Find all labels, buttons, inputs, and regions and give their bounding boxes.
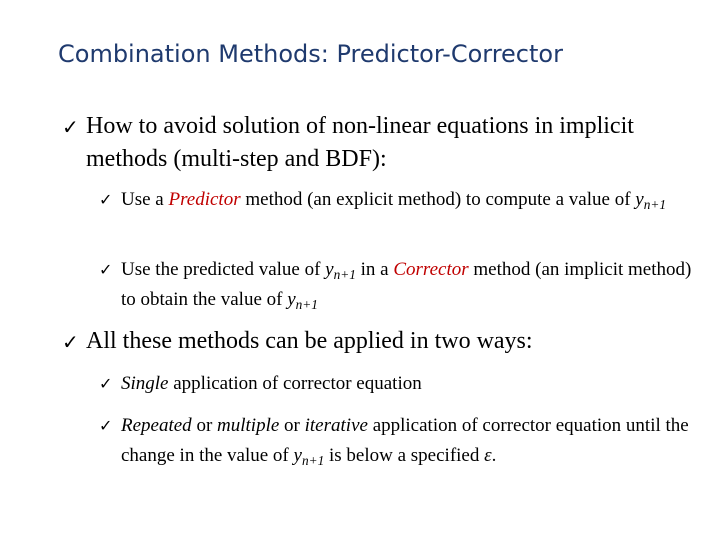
variable-y: y	[293, 445, 302, 466]
text-run: method (an implicit method) to obtain the value of	[121, 259, 692, 310]
iterative-term: iterative	[304, 415, 368, 436]
text-run: or	[191, 415, 218, 436]
bullet-1	[62, 110, 682, 176]
epsilon-symbol: ε	[484, 445, 492, 466]
text-run: Use the predicted value of	[121, 259, 326, 280]
bullet-1-text: How to avoid solution of non-linear equations in implicit methods (multi-step and BDF):	[86, 113, 634, 172]
bullet-2-text: All these methods can be applied in two ways:	[86, 328, 533, 354]
bullet-1-sub-2	[99, 255, 699, 315]
bullet-2	[62, 325, 682, 358]
subscript: n+1	[295, 296, 318, 312]
text-run: method (an explicit method) to compute a value of	[240, 189, 636, 210]
variable-y: y	[325, 259, 334, 280]
bullet-1-sub-1	[99, 185, 699, 215]
bullet-1-sub-2-text	[99, 255, 699, 315]
checkmark-icon: ✓	[62, 115, 79, 139]
subscript: n+1	[643, 196, 666, 212]
checkmark-icon: ✓	[99, 416, 113, 435]
checkmark-icon: ✓	[99, 260, 113, 279]
text-run: .	[491, 445, 497, 466]
repeated-term: Repeated	[121, 415, 192, 436]
text-run: in a	[355, 259, 394, 280]
single-term: Single	[121, 373, 169, 394]
checkmark-icon: ✓	[99, 374, 113, 393]
subscript: n+1	[301, 452, 325, 468]
predictor-term: Predictor	[168, 189, 241, 210]
bullet-2-sub-1	[99, 369, 699, 399]
corrector-term: Corrector	[393, 259, 469, 280]
subscript: n+1	[333, 266, 356, 282]
text-run: application of corrector equation	[168, 373, 422, 394]
bullet-2-sub-2-text	[99, 411, 699, 471]
checkmark-icon: ✓	[62, 330, 79, 354]
variable-y: y	[635, 189, 644, 210]
text-run: application of corrector equation until the change in the value of	[121, 415, 689, 466]
slide-title: Combination Methods: Predictor-Corrector	[58, 40, 563, 68]
variable-y: y	[287, 289, 296, 310]
bullet-2-sub-1-text	[99, 369, 699, 399]
text-run: or	[279, 415, 305, 436]
text-run: Use a	[121, 189, 169, 210]
bullet-2-sub-2	[99, 411, 699, 471]
multiple-term: multiple	[217, 415, 280, 436]
text-run: is below a specified	[324, 445, 485, 466]
checkmark-icon: ✓	[99, 190, 113, 209]
bullet-1-sub-1-text	[99, 185, 699, 215]
